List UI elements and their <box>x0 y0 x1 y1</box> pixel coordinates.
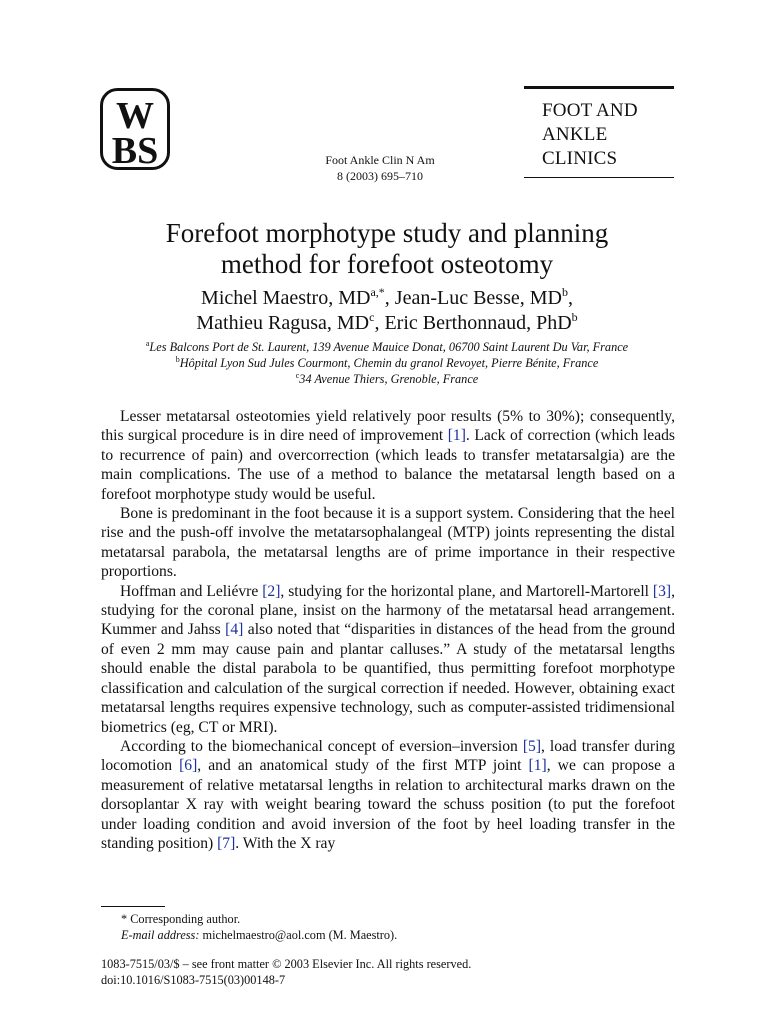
body-paragraph <box>101 582 675 737</box>
body-paragraph <box>101 407 675 504</box>
citation-link[interactable]: [4] <box>225 621 244 639</box>
author-name: Jean-Luc Besse, MD <box>394 287 562 309</box>
author-affil-mark: a,* <box>370 285 385 299</box>
corresponding-author-note: * Corresponding author. <box>121 912 241 926</box>
affiliation-item <box>96 355 678 371</box>
affiliation-text: Hôpital Lyon Sud Jules Courmont, Chemin du granol Revoyet, Pierre Bénite, France <box>179 356 599 370</box>
doi-line: doi:10.1016/S1083-7515(03)00148-7 <box>101 973 286 987</box>
citation-link[interactable]: [6] <box>179 757 198 775</box>
author-name: Eric Berthonnaud, PhD <box>384 312 572 334</box>
author-affil-mark: b <box>561 285 568 299</box>
text-run: also noted that “disparities in distances of the head from the ground of even 2 mm may cause pain and plantar calluses.” A study of the metatarsal lengths should enable the distal parabola to be quantified, thus permitting forefoot morphotype classification and calculation of the surgical correction if needed. However, obtaining exact metatarsal lengths requires expensive technology, such as computer-assisted tridimensional biometrics (eg, CT or MRI). <box>101 621 675 736</box>
text-run: , and an anatomical study of the first MTP joint <box>197 757 529 775</box>
body-paragraph <box>101 737 675 853</box>
affiliation-item <box>96 339 678 355</box>
text-run: , we can propose a measurement of relative metatarsal lengths in relation to architectural marks drawn on the dorsoplantar X ray with weight bearing toward the schuss position (to put the forefoot under loading condition and avoid inversion of the foot by heel loading transfer in the standing position) <box>101 757 675 852</box>
citation-link[interactable]: [7] <box>217 834 236 852</box>
journal-citation <box>300 152 460 184</box>
author-affil-mark: b <box>571 310 578 324</box>
citation-link[interactable]: [1] <box>447 427 466 445</box>
text-run: Lesser metatarsal osteotomies yield relatively poor results (5% to 30%); consequently, this surgical procedure is in dire need of improvement <box>101 408 675 445</box>
text-run: . With the X ray <box>235 834 336 852</box>
journal-abbrev: Foot Ankle Clin N Am <box>325 153 435 167</box>
citation-link[interactable]: [3] <box>652 582 672 600</box>
author-list <box>100 286 674 336</box>
affiliation-text: 34 Avenue Thiers, Grenoble, France <box>299 372 479 386</box>
affiliations <box>96 339 678 387</box>
affiliation-text: Les Balcons Port de St. Laurent, 139 Avenue Mauice Donat, 06700 Saint Laurent Du Var, France <box>149 340 629 354</box>
email-note <box>121 927 671 943</box>
citation-link[interactable]: [2] <box>262 582 281 600</box>
text-run: . Lack of correction (which leads to recurrence of pain) and overcorrection (which leads to transfer metatarsalgia) are the main complications. The use of a method to balance the metatarsal length based on a forefoot morphotype study would be useful. <box>101 427 675 503</box>
journal-name-line: ANKLE <box>542 124 608 145</box>
affiliation-item <box>96 371 678 387</box>
text-run: Hoffman and Leliévre <box>120 582 263 600</box>
article-title <box>100 218 674 280</box>
citation-link[interactable]: [1] <box>528 757 547 775</box>
text-run: According to the biomechanical concept of eversion–inversion <box>120 737 523 755</box>
svg-text:W: W <box>116 95 154 137</box>
footnote <box>121 911 671 943</box>
affiliation-mark: b <box>175 355 180 364</box>
title-line: method for forefoot osteotomy <box>220 249 554 279</box>
svg-text:BS: BS <box>111 130 159 170</box>
volume-pages: 8 (2003) 695–710 <box>337 169 423 183</box>
footnote-divider <box>101 906 165 907</box>
body-paragraph: Bone is predominant in the foot because it is a support system. Considering that the heel rise and the push-off involve the metatarsophalangeal (MTP) joints representing the distal metatarsal parabola, the metatarsal lengths are of prime importance in their respective proportions. <box>101 505 675 581</box>
affiliation-mark: c <box>295 371 300 380</box>
author-sep: , <box>567 287 573 309</box>
journal-name-line: CLINICS <box>542 148 618 169</box>
author-name: Michel Maestro, MD <box>201 287 371 309</box>
title-line: Forefoot morphotype study and planning <box>165 218 609 248</box>
text-run: , studying for the horizontal plane, and Martorell-Martorell <box>280 582 653 600</box>
publisher-logo <box>100 88 170 170</box>
journal-name-line: FOOT AND <box>542 100 638 121</box>
email-address: michelmaestro@aol.com (M. Maestro). <box>199 928 398 942</box>
copyright-block <box>101 956 675 988</box>
affiliation-mark: a <box>145 339 150 348</box>
text-run: , studying for the coronal plane, insist on the harmony of the metatarsal head arrangement. Kummer and Jahss <box>101 582 675 639</box>
text-run: , load transfer during locomotion <box>101 737 675 775</box>
email-label: E-mail address: <box>121 928 200 942</box>
article-body <box>101 407 675 853</box>
citation-link[interactable]: [5] <box>522 737 542 755</box>
author-affil-mark: c <box>369 310 375 324</box>
journal-name-block <box>524 86 674 178</box>
author-sep: , <box>384 287 395 309</box>
author-sep: , <box>374 312 385 334</box>
author-name: Mathieu Ragusa, MD <box>196 312 370 334</box>
copyright-line: 1083-7515/03/$ – see front matter © 2003 Elsevier Inc. All rights reserved. <box>101 957 472 971</box>
